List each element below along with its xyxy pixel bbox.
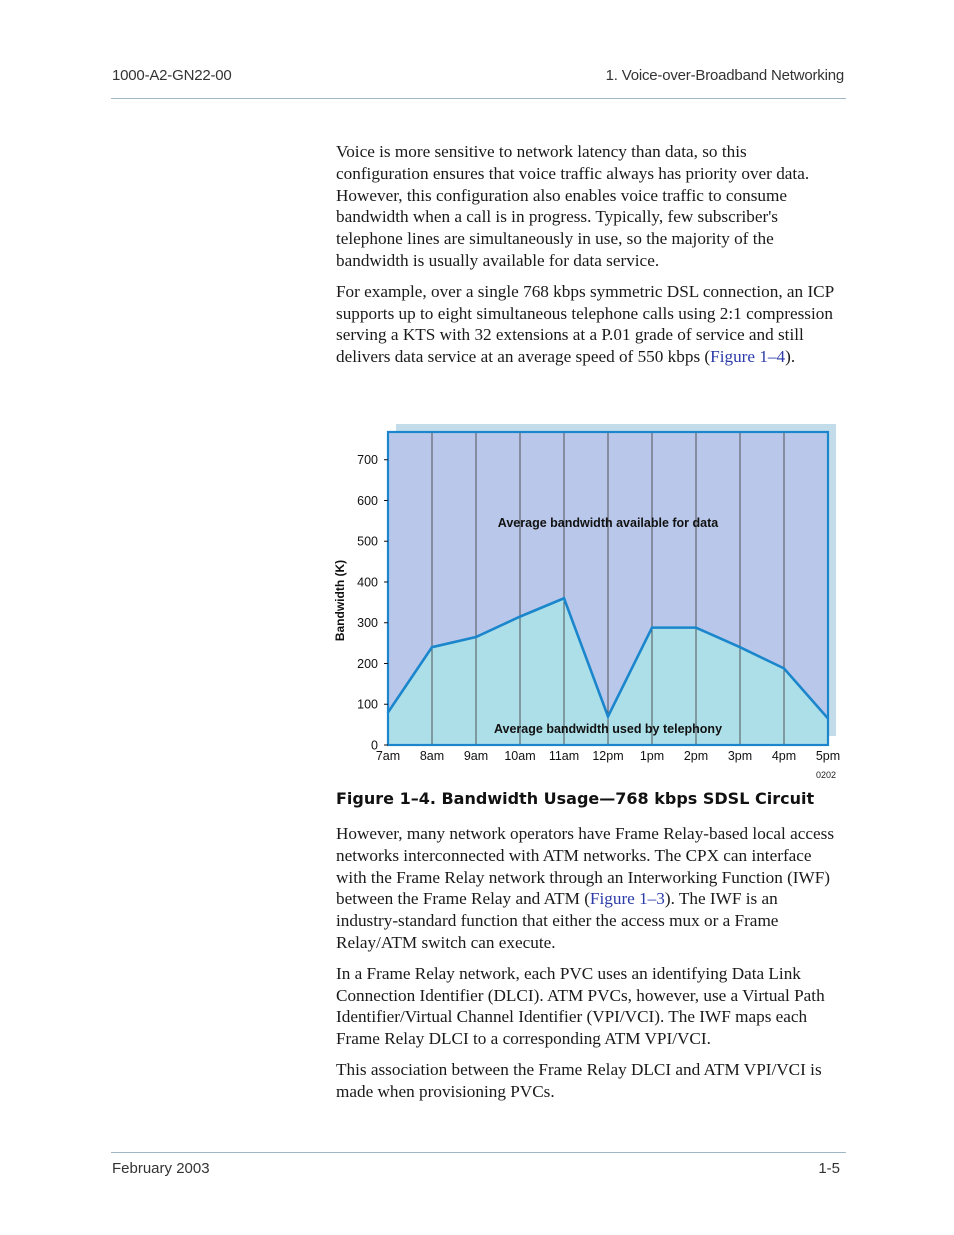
data-point — [563, 597, 565, 599]
data-point — [475, 636, 477, 638]
data-point — [695, 626, 697, 628]
paragraph — [336, 823, 842, 954]
y-tick-label: 300 — [357, 616, 378, 631]
y-tick-label: 400 — [357, 575, 378, 590]
x-tick-label: 10am — [504, 749, 536, 763]
footer-rule — [111, 1152, 846, 1153]
figure-id: 0202 — [815, 770, 836, 780]
body-text-bottom — [336, 823, 842, 1112]
x-tick-label: 11am — [548, 749, 580, 763]
x-tick-label: 4pm — [771, 749, 797, 763]
y-axis-label: Bandwidth (K) — [333, 559, 347, 642]
telephony-area-label: Average bandwidth used by telephony — [493, 721, 723, 736]
x-tick-label: 9am — [463, 749, 489, 763]
data-point — [519, 615, 521, 617]
paragraph-text: However, many network operators have Frame Relay-based local access networks interconnected with ATM networks. The CPX can interface with the Frame Relay network through an Interworking Function (IWF) between the Frame Relay and ATM ( — [336, 824, 835, 909]
figure-link[interactable]: Figure 1–4 — [710, 347, 786, 367]
y-tick-label: 500 — [357, 534, 378, 549]
x-tick-label: 7am — [375, 749, 401, 763]
paragraph: In a Frame Relay network, each PVC uses an identifying Data Link Connection Identifier (DLCI). ATM PVCs, however, use a Virtual Path Identifier/Virtual Channel Identifier (VPI/VCI). The IWF maps each Frame Relay DLCI to a corresponding ATM VPI/VCI. — [336, 963, 825, 1049]
plot-area — [387, 432, 829, 745]
paragraph-text: ). The IWF is an industry-standard function that either the access mux or a Frame Relay/ATM switch can execute. — [336, 889, 779, 952]
data-point — [651, 626, 653, 628]
y-tick-label: 700 — [357, 453, 378, 468]
figure-link[interactable]: Figure 1–3 — [589, 889, 665, 909]
x-axis-ticks — [376, 749, 840, 763]
data-point — [431, 646, 433, 648]
y-tick-label: 200 — [357, 656, 378, 671]
page-number: 1-5 — [818, 1160, 840, 1177]
paragraph-text: For example, over a single 768 kbps symmetric DSL connection, an ICP supports up to eight simultaneous telephone calls using 2:1 compression serving a KTS with 32 extensions at a P.01 grade of service and still delivers data service at an average speed of 550 kbps ( — [336, 281, 834, 367]
y-tick-label: 0 — [371, 738, 378, 753]
paragraph: This association between the Frame Relay DLCI and ATM VPI/VCI is made when provisioning PVCs. — [336, 1059, 822, 1101]
x-tick-label: 1pm — [639, 749, 665, 763]
data-point — [739, 646, 741, 648]
x-tick-label: 8am — [419, 749, 445, 763]
header-chapter: 1. Voice-over-Broadband Networking — [605, 67, 844, 84]
paragraph: Voice is more sensitive to network latency than data, so this configuration ensures that voice traffic always has priority over data. However, this configuration also enables voice traffic to consume bandwidth when a call is in progress. Typically, few subscriber's telephone lines are simultaneously in use, so the majority of the bandwidth is usually available for data service. — [336, 142, 810, 270]
x-tick-label: 2pm — [683, 749, 709, 763]
y-axis-ticks — [357, 453, 388, 752]
footer-date: February 2003 — [112, 1160, 210, 1177]
data-point — [607, 715, 609, 717]
y-tick-label: 100 — [357, 697, 378, 712]
data-point — [783, 667, 785, 669]
bandwidth-chart — [326, 418, 846, 788]
y-tick-label: 600 — [357, 493, 378, 508]
paragraph-text: ). — [785, 347, 796, 367]
x-tick-label: 12pm — [592, 749, 624, 763]
x-tick-label: 3pm — [727, 749, 753, 763]
paragraph — [336, 281, 842, 368]
header-doc-number: 1000-A2-GN22-00 — [112, 67, 232, 84]
figure-caption: Figure 1–4. Bandwidth Usage—768 kbps SDSL Circuit — [336, 789, 815, 808]
header-rule — [111, 98, 846, 99]
body-text-top — [336, 141, 842, 377]
x-tick-label: 5pm — [815, 749, 841, 763]
data-area-label: Average bandwidth available for data — [497, 515, 719, 530]
